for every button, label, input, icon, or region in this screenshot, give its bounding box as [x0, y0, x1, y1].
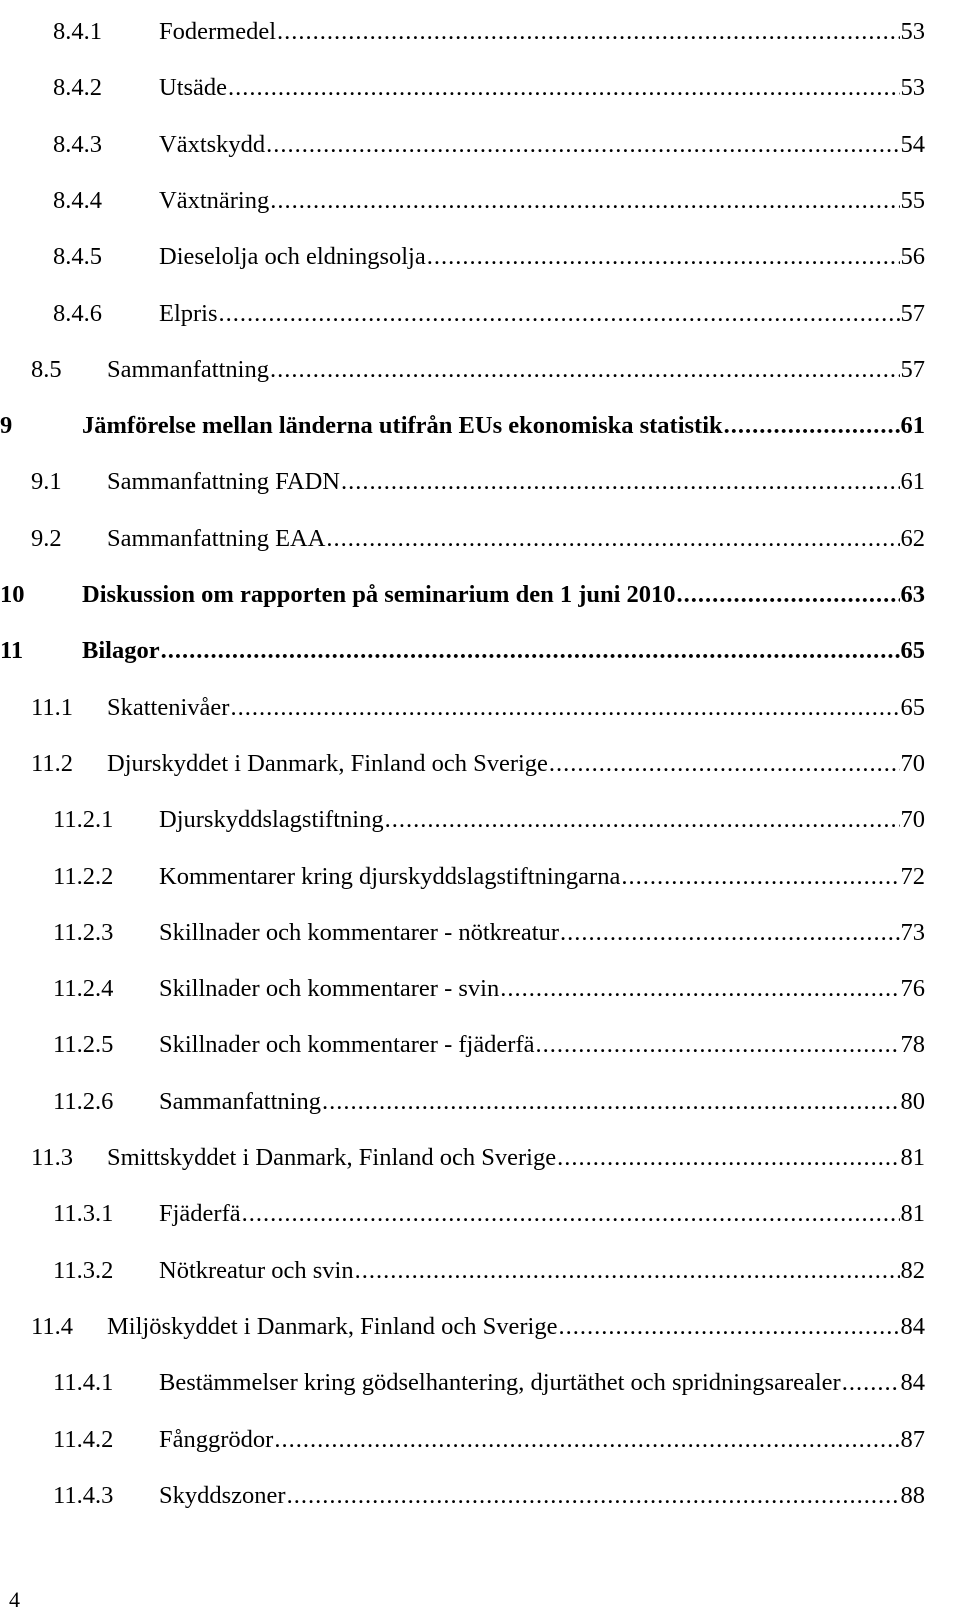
toc-entry[interactable]: [0, 125, 925, 165]
toc-entry-number: 8.5: [31, 355, 62, 383]
toc-leader-dots: [549, 744, 900, 784]
toc-entry[interactable]: [0, 1363, 925, 1403]
toc-entry[interactable]: [0, 631, 925, 671]
toc-entry-title: Sammanfattning EAA: [107, 519, 325, 559]
toc-entry[interactable]: [0, 519, 925, 559]
toc-entry-page: 70: [900, 749, 925, 777]
toc-entry-title: Skillnader och kommentarer - svin: [159, 969, 499, 1009]
toc-entry-title: Fodermedel: [159, 12, 276, 52]
toc-entry-title: Djurskyddet i Danmark, Finland och Sverige: [107, 744, 548, 784]
toc-entry[interactable]: [0, 688, 925, 728]
toc-entry[interactable]: [0, 913, 925, 953]
toc-entry-number: 8.4.1: [53, 18, 102, 45]
toc-entry-page: 84: [900, 1312, 925, 1340]
toc-entry-title: Skillnader och kommentarer - nötkreatur: [159, 913, 559, 953]
toc-entry[interactable]: [0, 1420, 925, 1460]
toc-entry[interactable]: [0, 857, 925, 897]
toc-entry[interactable]: [0, 1251, 925, 1291]
toc-entry-number: 11.3.2: [53, 1256, 114, 1284]
toc-leader-dots: [341, 462, 900, 502]
toc-entry-number: 9: [0, 412, 13, 440]
toc-entry[interactable]: [0, 406, 925, 446]
toc-entry-page: 63: [900, 581, 925, 608]
toc-entry-page: 87: [900, 1425, 925, 1453]
toc-leader-dots: [427, 237, 900, 277]
toc-leader-dots: [557, 1138, 899, 1178]
toc-entry-number: 11.3.1: [53, 1200, 114, 1228]
toc-entry-number: 11.3: [31, 1144, 73, 1171]
toc-entry-title: Djurskyddslagstiftning: [159, 800, 384, 840]
toc-leader-dots: [385, 800, 900, 840]
toc-entry[interactable]: [0, 294, 925, 334]
toc-entry-title: Växtskydd: [159, 125, 265, 165]
toc-entry[interactable]: [0, 800, 925, 840]
toc-entry-page: 53: [900, 18, 925, 45]
toc-entry-page: 88: [900, 1481, 925, 1509]
toc-entry-page: 55: [900, 186, 925, 214]
toc-entry[interactable]: [0, 1194, 925, 1234]
toc-entry-page: 61: [900, 468, 925, 496]
toc-entry-page: 65: [900, 637, 925, 665]
toc-entry-page: 82: [900, 1256, 925, 1284]
toc-entry-title: Sammanfattning: [107, 350, 269, 390]
toc-entry-number: 10: [0, 581, 25, 608]
toc-leader-dots: [677, 575, 900, 615]
toc-entry-page: 57: [900, 355, 925, 383]
toc-entry-number: 11: [0, 637, 24, 665]
toc-entry-number: 11.2: [31, 749, 73, 777]
toc-leader-dots: [558, 1307, 899, 1347]
toc-entry-title: Dieselolja och eldningsolja: [159, 237, 426, 277]
toc-entry-number: 11.4: [31, 1312, 73, 1340]
toc-entry[interactable]: [0, 969, 925, 1009]
toc-entry-page: 80: [900, 1087, 925, 1115]
toc-entry-number: 11.1: [31, 693, 73, 721]
toc-leader-dots: [228, 68, 899, 108]
toc-entry-page: 81: [900, 1200, 925, 1228]
toc-entry-number: 11.4.1: [53, 1369, 114, 1397]
toc-leader-dots: [536, 1025, 900, 1065]
toc-leader-dots: [355, 1251, 900, 1291]
toc-entry[interactable]: [0, 1138, 925, 1178]
toc-entry-title: Diskussion om rapporten på seminarium den 1 juni 2010: [82, 575, 676, 615]
toc-leader-dots: [219, 294, 900, 334]
toc-entry-title: Jämförelse mellan länderna utifrån EUs ekonomiska statistik: [82, 406, 723, 446]
toc-leader-dots: [161, 631, 900, 671]
toc-entry[interactable]: [0, 575, 925, 615]
toc-entry[interactable]: [0, 744, 925, 784]
toc-entry[interactable]: [0, 181, 925, 221]
toc-entry-page: 72: [900, 862, 925, 890]
toc-entry-number: 11.2.3: [53, 918, 114, 946]
toc-entry-page: 54: [900, 130, 925, 158]
toc-entry-number: 8.4.3: [53, 130, 102, 158]
toc-entry-page: 56: [900, 243, 925, 271]
toc-entry-page: 70: [900, 806, 925, 834]
toc-leader-dots: [242, 1194, 900, 1234]
toc-leader-dots: [230, 688, 899, 728]
toc-leader-dots: [270, 181, 899, 221]
toc-entry-title: Sammanfattning: [159, 1082, 321, 1122]
toc-entry[interactable]: [0, 1025, 925, 1065]
toc-entry-title: Fjäderfä: [159, 1194, 241, 1234]
toc-leader-dots: [266, 125, 899, 165]
toc-entry-title: Utsäde: [159, 68, 227, 108]
toc-entry-page: 57: [900, 299, 925, 327]
toc-entry-number: 8.4.6: [53, 299, 102, 327]
toc-entry-title: Smittskyddet i Danmark, Finland och Sverige: [107, 1138, 556, 1178]
toc-leader-dots: [277, 12, 899, 52]
toc-entry-number: 8.4.4: [53, 186, 102, 214]
toc-entry[interactable]: [0, 462, 925, 502]
toc-leader-dots: [724, 406, 900, 446]
toc-entry-page: 62: [900, 524, 925, 552]
toc-leader-dots: [500, 969, 899, 1009]
toc-entry-title: Bestämmelser kring gödselhantering, djurtäthet och spridningsarealer: [159, 1363, 841, 1403]
toc-entry-title: Skillnader och kommentarer - fjäderfä: [159, 1025, 535, 1065]
toc-entry-page: 73: [900, 918, 925, 946]
toc-entry[interactable]: [0, 1082, 925, 1122]
toc-entry-title: Elpris: [159, 294, 218, 334]
toc-entry[interactable]: [0, 1476, 925, 1516]
toc-entry-title: Bilagor: [82, 631, 160, 671]
page-number: 4: [9, 1587, 20, 1612]
toc-entry-title: Sammanfattning FADN: [107, 462, 340, 502]
toc-entry-page: 61: [900, 412, 925, 440]
toc-entry-page: 84: [900, 1369, 925, 1397]
toc-entry-number: 8.4.5: [53, 243, 102, 271]
toc-entry-title: Fånggrödor: [159, 1420, 273, 1460]
toc-entry-number: 9.1: [31, 468, 62, 496]
toc-leader-dots: [274, 1420, 899, 1460]
toc-entry-number: 11.2.5: [53, 1031, 114, 1059]
toc-leader-dots: [326, 519, 899, 559]
toc-entry-title: Växtnäring: [159, 181, 269, 221]
toc-entry-title: Miljöskyddet i Danmark, Finland och Sverige: [107, 1307, 557, 1347]
toc-leader-dots: [842, 1363, 900, 1403]
toc-entry-number: 9.2: [31, 524, 62, 552]
toc-entry[interactable]: [0, 68, 925, 108]
toc-entry-number: 11.4.3: [53, 1481, 114, 1509]
toc-entry-title: Nötkreatur och svin: [159, 1251, 354, 1291]
toc-entry-title: Skyddszoner: [159, 1476, 286, 1516]
toc-leader-dots: [270, 350, 900, 390]
toc-entry-page: 65: [900, 693, 925, 721]
toc-entry[interactable]: [0, 1307, 925, 1347]
toc-entry-number: 11.4.2: [53, 1425, 114, 1453]
toc-entry-page: 76: [900, 975, 925, 1003]
toc-entry-number: 11.2.1: [53, 806, 114, 834]
toc-entry-page: 53: [900, 74, 925, 102]
toc-leader-dots: [560, 913, 899, 953]
toc-leader-dots: [287, 1476, 900, 1516]
toc-entry-title: Kommentarer kring djurskyddslagstiftningarna: [159, 857, 620, 897]
toc-entry[interactable]: [0, 350, 925, 390]
toc-leader-dots: [322, 1082, 900, 1122]
toc-entry-number: 11.2.6: [53, 1087, 114, 1115]
toc-entry-number: 11.2.2: [53, 862, 114, 890]
toc-entry-number: 11.2.4: [53, 975, 114, 1003]
toc-leader-dots: [621, 857, 899, 897]
toc-entry-number: 8.4.2: [53, 74, 102, 102]
toc-entry-page: 78: [900, 1031, 925, 1059]
toc-entry-page: 81: [900, 1144, 925, 1171]
toc-entry[interactable]: [0, 12, 925, 52]
toc-entry-title: Skattenivåer: [107, 688, 229, 728]
toc-entry[interactable]: [0, 237, 925, 277]
